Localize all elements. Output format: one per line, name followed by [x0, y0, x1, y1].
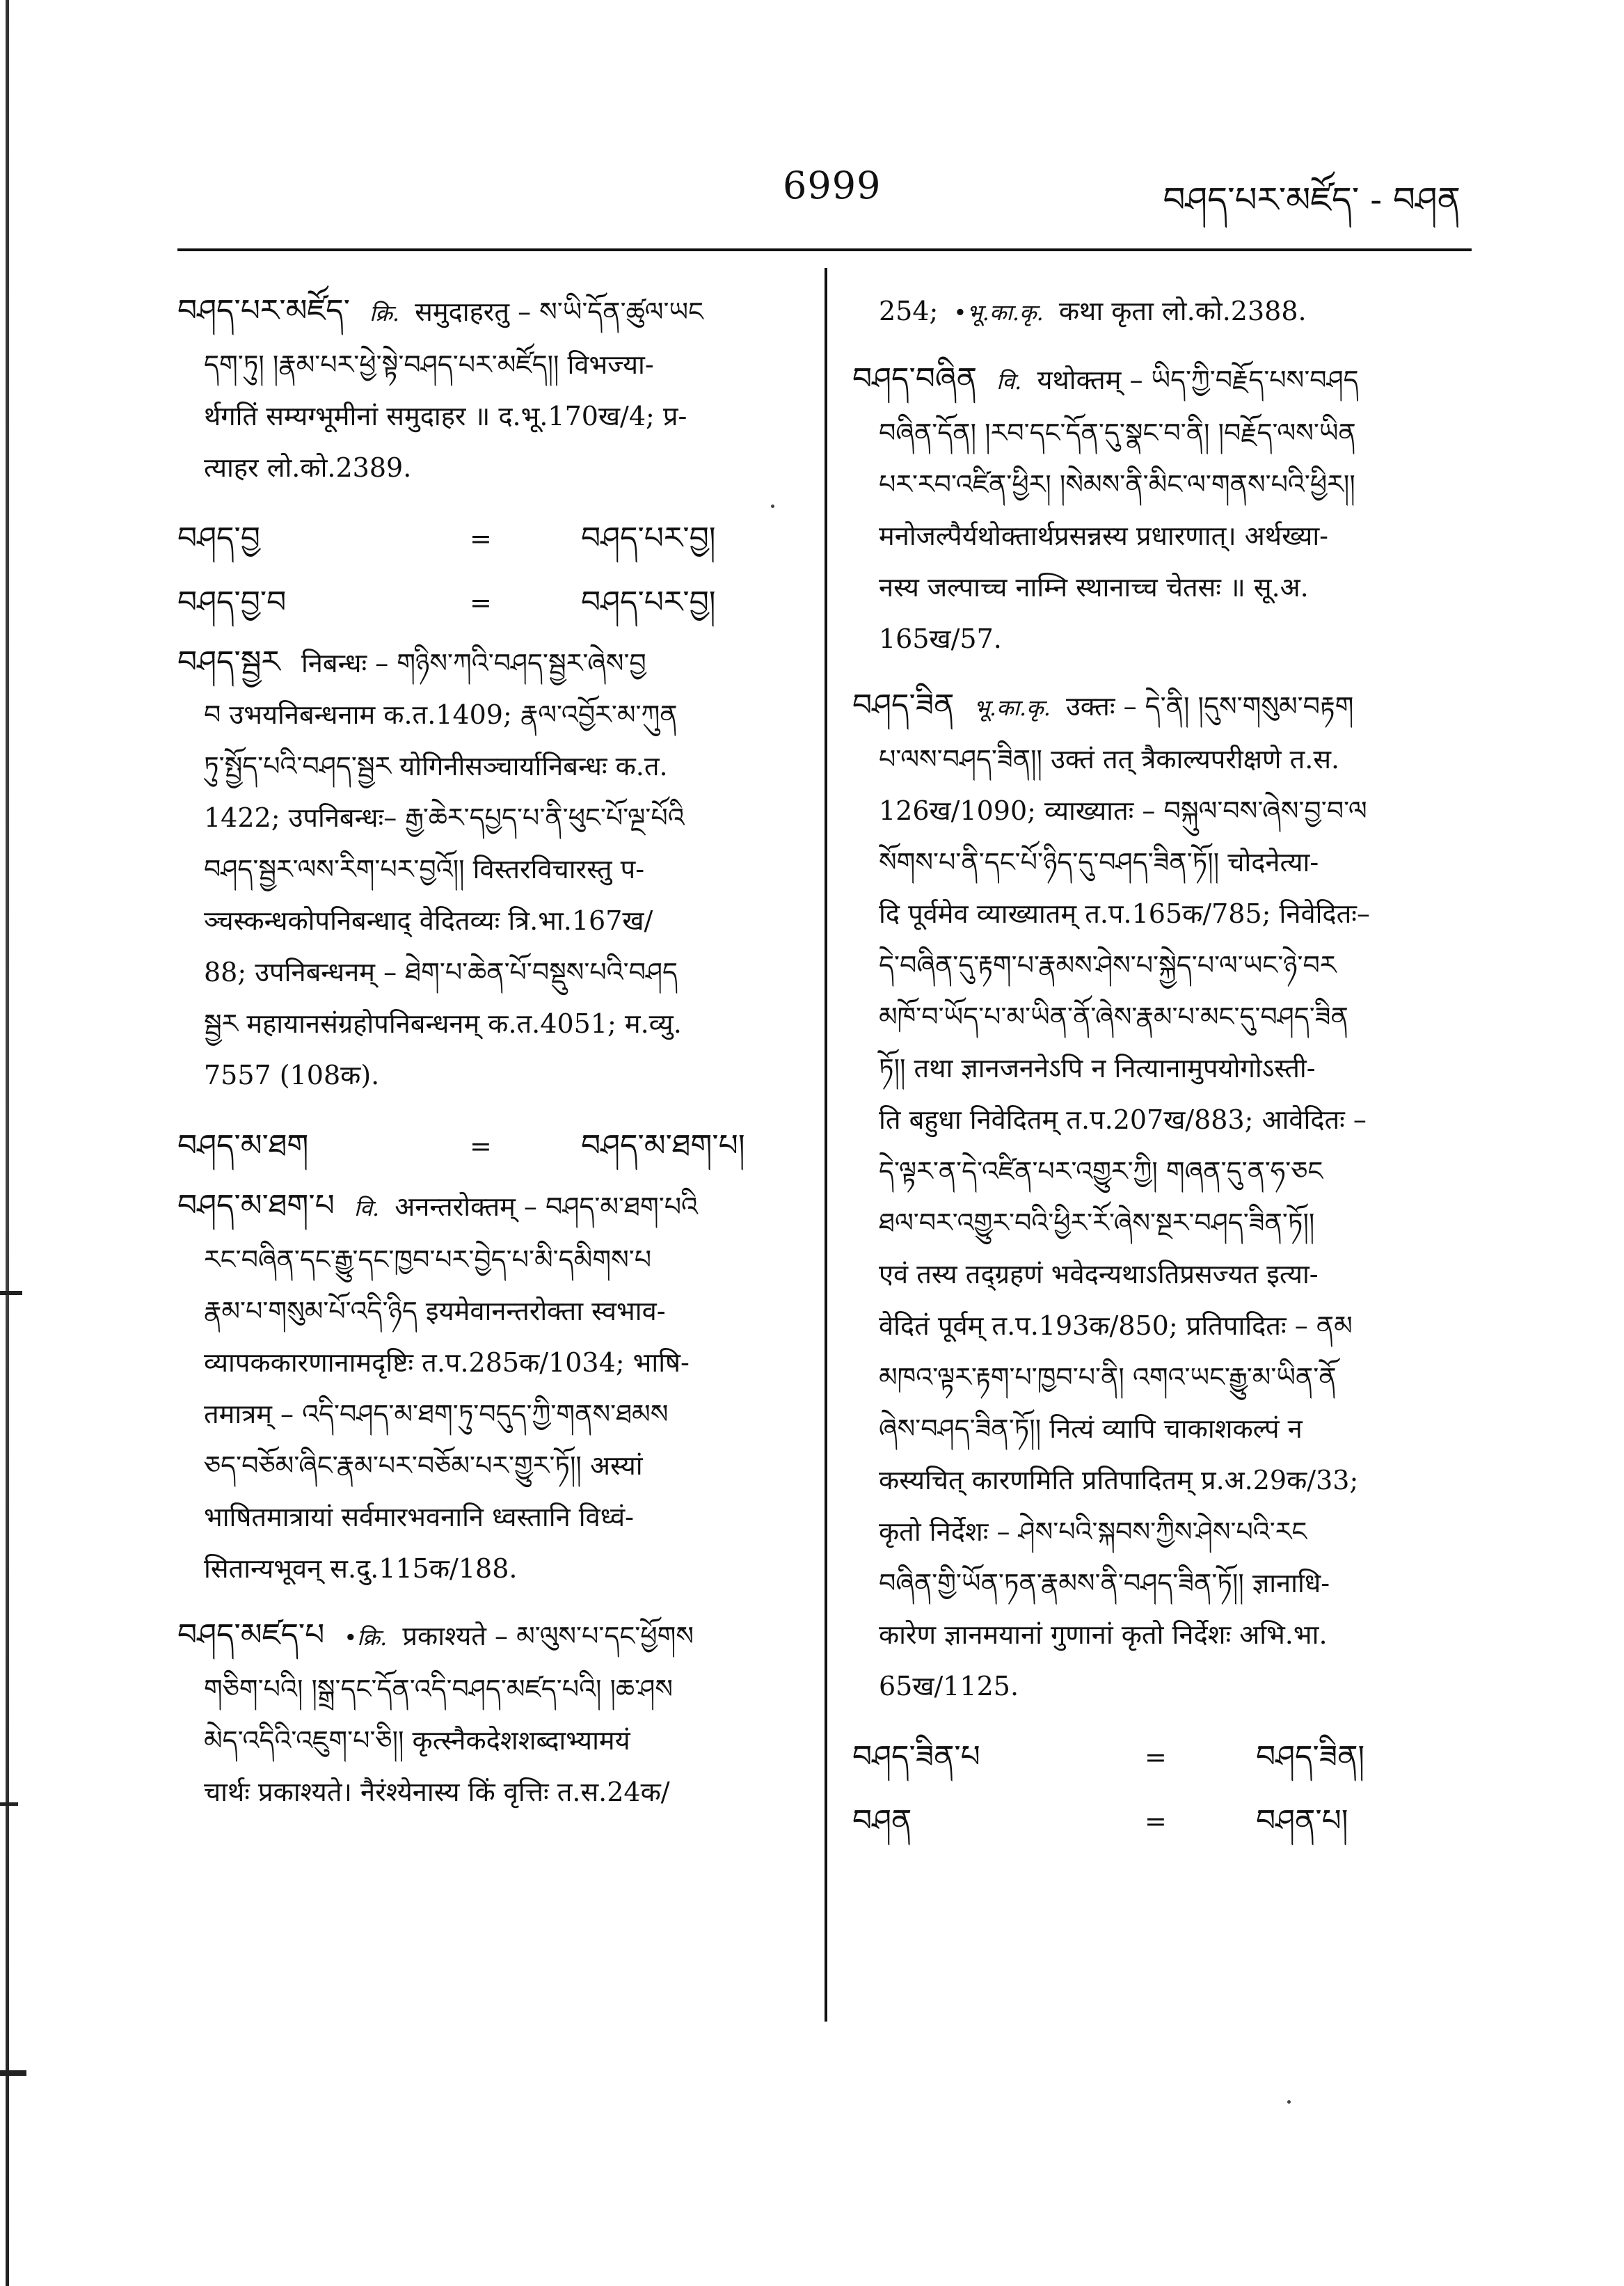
cross-reference-target: བཤད་མ་ཐག་པ། — [581, 1128, 745, 1164]
equals-sign: = — [1145, 1742, 1167, 1772]
entry-text: मनोजल्पैर्यथोक्तार्थप्रसन्नस्य प्रधारणात्। अर्थख्या- — [879, 521, 1329, 551]
dictionary-entry — [177, 1180, 804, 1594]
binding-edge — [6, 0, 9, 2286]
cross-reference — [177, 573, 804, 633]
entry-text: चार्थः प्रकाश्यते। नैरंश्येनास्य किं वृत्तिः त.स.24क/ — [204, 1777, 670, 1807]
entry-text: यथोक्तम् – ཡིད་ཀྱི་བརྗོད་པས་བཤད — [1037, 365, 1359, 395]
entry-text: कथा कृता लो.को.2388. — [1058, 296, 1307, 326]
cross-reference — [177, 1116, 804, 1176]
entry-text: རང་བཞིན་དང་རྒྱུ་དང་ཁྱབ་པར་བྱེད་པ་མི་དམིགས་པ — [204, 1244, 652, 1275]
binding-mark — [0, 1802, 18, 1806]
equals-sign: = — [470, 587, 492, 618]
entry-text: ञ्चस्कन्धकोपनिबन्धाद् वेदितव्यः त्रि.भा.167ख/ — [204, 905, 653, 936]
entry-headword: བཤད་མ་ཐག — [177, 1128, 309, 1164]
entry-text: 165ख/57. — [879, 624, 1002, 654]
grammar-tag: क्रि. — [369, 300, 400, 326]
entry-text: བ उभयनिबन्धनाम क.त.1409; རྣལ་འབྱོར་མ་ཀུན — [204, 699, 678, 730]
entry-text: མཁོ་བ་ཡོད་པ་མ་ཡིན་ནོ་ཞེས་རྣམ་པ་མང་དུ་བཤད་ཟིན — [879, 1001, 1348, 1032]
entry-text: རྣམ་པ་གསུམ་པོ་འདི་ཉིད इयमेवानन्तरोक्ता स्वभाव- — [204, 1296, 666, 1326]
equals-sign: = — [470, 1131, 492, 1161]
entry-text: ཐལ་བར་འགྱུར་བའི་ཕྱིར་རོ་ཞེས་སྔར་བཤད་ཟིན་ཏོ།། — [879, 1207, 1315, 1238]
entry-text: अनन्तरोक्तम् – བཤད་མ་ཐག་པའི — [395, 1191, 698, 1222]
entry-text: པ་ལས་བཤད་ཟིན།། उक्तं तत् त्रैकाल्यपरीक्षणे त.स. — [879, 744, 1340, 775]
binding-mark — [0, 2070, 26, 2076]
entry-text: སོགས་པ་ནི་དང་པོ་ཉིད་དུ་བཤད་ཟིན་ཏོ།། चोदनेत्या- — [879, 847, 1319, 878]
entry-text: र्थगतिं सम्यग्भूमीनां समुदाहर ॥ द.भू.170ख/4; प्र- — [204, 401, 687, 431]
entry-text: तमात्रम् – འདི་བཤད་མ་ཐག་ཏུ་བདུད་ཀྱི་གནས་ཐམས — [204, 1399, 669, 1429]
entry-headword: བཤན — [852, 1803, 912, 1839]
entry-headword: བཤད་མ་ཐག་པ — [177, 1188, 335, 1223]
entry-text: एवं तस्य तद्ग्रहणं भवेदन्यथाऽतिप्रसज्यत इत्या- — [879, 1259, 1319, 1289]
entry-text: མཁའ་ལྟར་རྟག་པ་ཁྱབ་པ་ནི། འགའ་ཡང་རྒྱུ་མ་ཡིན་ནོ — [879, 1362, 1337, 1392]
right-column — [852, 285, 1465, 1855]
header-rule — [177, 248, 1472, 251]
entry-text: གཅིག་པའི། །སྒྲ་དང་དོན་འདི་བཤད་མཛད་པའི། །ཆ་ཤས — [204, 1674, 674, 1704]
left-column — [177, 285, 804, 1833]
entry-text: པར་རབ་འཛིན་ཕྱིར། །སེམས་ནི་མིང་ལ་གནས་པའི་ཕྱིར།། — [879, 469, 1355, 500]
scan-speck — [1287, 2100, 1291, 2104]
column-divider — [825, 268, 827, 2022]
page-number: 6999 — [783, 164, 882, 207]
entry-text: वेदितं पूर्वम् त.प.193क/850; प्रतिपादितः – ནམ — [879, 1310, 1353, 1341]
entry-text: སྦྱར महायानसंग्रहोपनिबन्धनम् क.त.4051; म.व्यु. — [204, 1008, 682, 1039]
entry-text: कस्यचित् कारणमिति प्रतिपादितम् प्र.अ.29क/33; — [879, 1465, 1359, 1495]
entry-text: ति बहुधा निवेदितम् त.प.207ख/883; आवेदितः – — [879, 1104, 1367, 1135]
entry-text: དེ་ལྟར་ན་དེ་འཛིན་པར་འགྱུར་ཀྱི། གཞན་དུ་ན་ཧ་ཅང — [879, 1156, 1323, 1186]
entry-text: नस्य जल्पाच्च नाम्नि स्थानाच्च चेतसः ॥ सू.अ. — [879, 572, 1309, 603]
grammar-tag: •भू.का.कृ. — [953, 299, 1044, 326]
entry-text: 254; — [879, 296, 939, 326]
binding-mark — [0, 1291, 22, 1295]
entry-text: व्यापककारणानामदृष्टिः त.प.285क/1034; भाषि- — [204, 1347, 690, 1378]
entry-text: 1422; उपनिबन्धः– རྒྱ་ཆེར་དཔྱད་པ་ནི་ཕུང་པོ་ལྔ་པོའི — [204, 802, 685, 833]
entry-text: དག་ཏུ། །རྣམ་པར་ཕྱེ་སྟེ་བཤད་པར་མཛོད།། विभज्या- — [204, 349, 654, 380]
entry-text: कारेण ज्ञानमयानां गुणानां कृतो निर्देशः अभि.भा. — [879, 1619, 1328, 1650]
entry-text: सितान्यभूवन् स.दु.115क/188. — [204, 1553, 518, 1584]
cross-reference — [177, 509, 804, 569]
entry-text: བཤད་སྦྱར་ལས་རིག་པར་བྱའོ།། विस्तरविचारस्तु प- — [204, 854, 645, 884]
entry-text: ཅད་བཅོམ་ཞིང་རྣམ་པར་བཅོམ་པར་གྱུར་ཏོ།། अस्यां — [204, 1450, 643, 1481]
cross-reference — [852, 1791, 1465, 1851]
cross-reference-target: བཤད་པར་བྱ། — [581, 521, 716, 556]
dictionary-entry — [852, 354, 1465, 665]
entry-text: कृतो निर्देशः – ཤེས་པའི་སྐབས་ཀྱིས་ཤེས་པའི་རང — [879, 1516, 1307, 1547]
entry-text: उक्तः – དེ་ནི། །དུས་གསུམ་བརྟག — [1065, 691, 1354, 722]
entry-text: ཞེས་བཤད་ཟིན་ཏོ།། नित्यं व्यापि चाकाशकल्पं न — [879, 1413, 1303, 1444]
entry-text: ཏུ་སྤྱོད་པའི་བཤད་སྦྱར योगिनीसञ्चार्यानिबन्धः क.त. — [204, 751, 668, 781]
entry-text: བཞིན་གྱི་ཡོན་ཏན་རྣམས་ནི་བཤད་ཟིན་ཏོ།། ज्ञानाधि- — [879, 1568, 1330, 1598]
entry-text: 7557 (108क). — [204, 1060, 380, 1090]
entry-text: प्रकाश्यते – མ་ལུས་པ་དང་ཕྱོགས — [402, 1621, 694, 1651]
cross-reference-target: བཤད་པར་བྱ། — [581, 585, 716, 620]
grammar-tag: वि. — [353, 1195, 380, 1221]
dictionary-entry-continuation — [852, 285, 1465, 338]
entry-text: 65ख/1125. — [879, 1671, 1019, 1701]
entry-text: भाषितमात्रायां सर्वमारभवनानि ध्वस्तानि विध्वं- — [204, 1502, 635, 1532]
equals-sign: = — [1145, 1806, 1167, 1836]
grammar-tag: वि. — [996, 368, 1022, 395]
dictionary-entry — [177, 637, 804, 1101]
entry-headword: བཤད་ཟིན་པ — [852, 1739, 980, 1775]
entry-headword: བཤད་ཟིན — [852, 688, 955, 723]
entry-text: दि पूर्वमेव व्याख्यातम् त.प.165क/785; निवेदितः– — [879, 898, 1370, 929]
equals-sign: = — [470, 523, 492, 554]
cross-reference — [852, 1727, 1465, 1787]
cross-reference-target: བཤན་པ། — [1256, 1803, 1348, 1839]
entry-headword: བཤད་མཛད་པ — [177, 1617, 325, 1653]
entry-headword: བཤད་སྦྱར — [177, 644, 280, 680]
running-head: བཤད་པར་མཛོད་ - བཤན — [1163, 180, 1460, 220]
grammar-tag: •क्रि. — [344, 1624, 388, 1651]
grammar-tag: भू.का.कृ. — [973, 694, 1051, 721]
entry-text: 126ख/1090; व्याख्यातः – བསྐུལ་བས་ཞེས་བྱ་བ་ལ — [879, 795, 1367, 826]
entry-text: समुदाहरतु – ས་ཡི་དོན་ཚུལ་ཡང — [415, 296, 703, 327]
cross-reference-target: བཤད་ཟིན། — [1256, 1739, 1365, 1775]
dictionary-entry — [177, 285, 804, 493]
entry-headword: བཤད་བྱ — [177, 521, 260, 556]
entry-text: 88; उपनिबन्धनम् – ཐེག་པ་ཆེན་པོ་བསྡུས་པའི་བཤད — [204, 957, 678, 987]
dictionary-entry — [852, 680, 1465, 1712]
entry-text: त्याहर लो.को.2389. — [204, 452, 412, 483]
entry-headword: བཤད་བྱ་བ — [177, 585, 287, 620]
dictionary-entry — [177, 1610, 804, 1818]
entry-text: བཞིན་དོན། །རབ་དང་དོན་དུ་སྣང་བ་ནི། །བརྗོད་ལས་ཡིན — [879, 418, 1356, 448]
entry-headword: བཤད་བཞིན — [852, 361, 978, 397]
entry-text: དེ་བཞིན་དུ་རྟག་པ་རྣམས་ཤེས་པ་སྐྱེད་པ་ལ་ཡང་ཉེ་བར — [879, 950, 1337, 981]
entry-headword: བཤད་པར་མཛོད་ — [177, 293, 351, 328]
entry-text: ཏོ།། तथा ज्ञानजननेऽपि न नित्यानामुपयोगोऽस्ती- — [879, 1053, 1316, 1084]
entry-text: निबन्धः – གཉིས་ཀའི་བཤད་སྦྱར་ཞེས་བྱ — [301, 648, 646, 678]
entry-text: མེད་འདིའི་འཇུག་པ་ཅི།། कृत्स्नैकदेशशब्दाभ्यामयं — [204, 1725, 630, 1756]
